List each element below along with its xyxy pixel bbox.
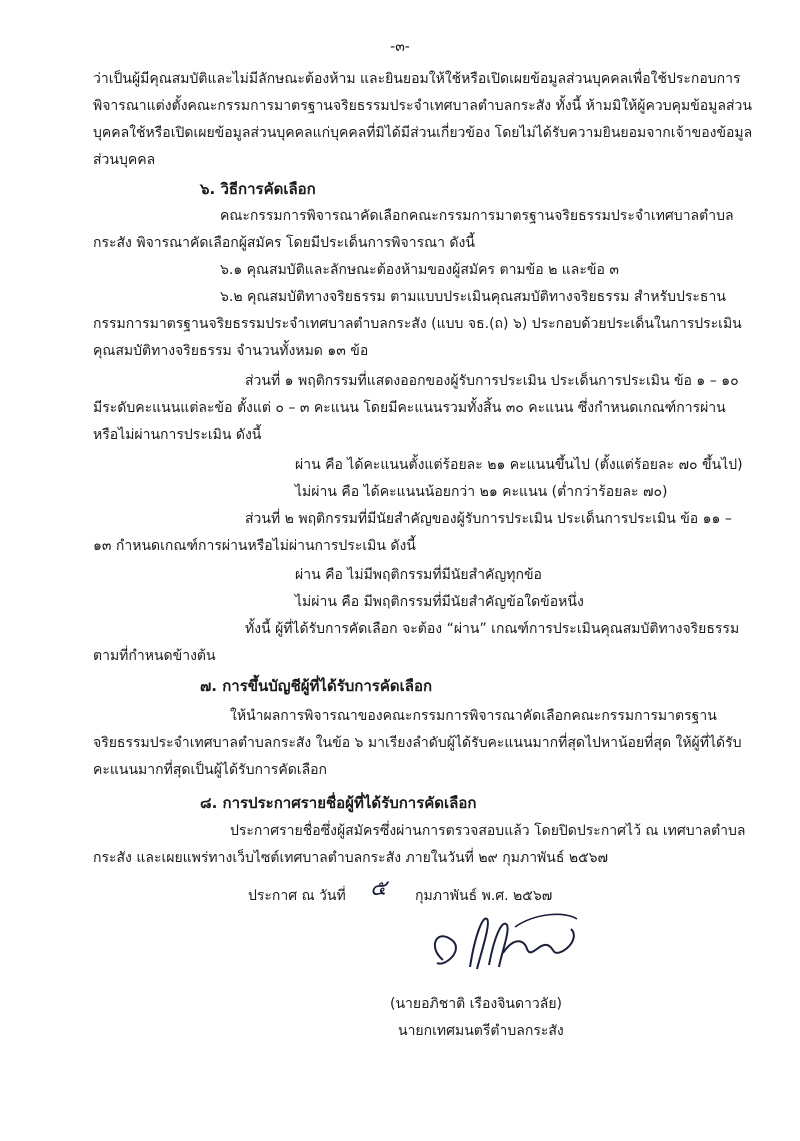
signature-stroke [470,918,488,969]
announcement-day: ๕ [370,876,387,901]
announcement-month-year: กุมภาพันธ์ พ.ศ. ๒๕๖๗ [415,888,553,904]
paragraph-line: ๑๓ กำหนดเกณฑ์การผ่านหรือไม่ผ่านการประเมิน ดังนี้ [93,538,416,554]
section-heading: ๗. การขึ้นบัญชีผู้ที่ได้รับการคัดเลือก [200,677,433,695]
paragraph-line: ส่วนบุคคล [93,152,156,168]
signature-stroke [503,929,574,953]
paragraph-line: ตามที่กำหนดข้างต้น [93,648,216,664]
paragraph-line: คุณสมบัติทางจริยธรรม จำนวนทั้งหมด ๑๓ ข้อ [93,343,369,359]
paragraph-line: ๖.๒ คุณสมบัติทางจริยธรรม ตามแบบประเมินคุณสมบัติทางจริยธรรม สำหรับประธาน [220,289,726,305]
paragraph-line: ให้นำผลการพิจารณาของคณะกรรมการพิจารณาคัดเลือกคณะกรรมการมาตรฐาน [230,708,717,724]
signature-stroke [515,914,577,927]
paragraph-line: ส่วนที่ ๑ พฤติกรรมที่แสดงออกของผู้รับการประเมิน ประเด็นการประเมิน ข้อ ๑ – ๑๐ [245,373,739,389]
paragraph-line: มีระดับคะแนนแต่ละข้อ ตั้งแต่ ๐ – ๓ คะแนน โดยมีคะแนนรวมทั้งสิ้น ๓๐ คะแนน ซึ่งกำหนดเกณฑ์การผ่าน [93,400,726,416]
signatory-name: (นายอภิชาติ เรืองจินดาวลัย) [390,996,563,1012]
paragraph-line: ส่วนที่ ๒ พฤติกรรมที่มีนัยสำคัญของผู้รับการประเมิน ประเด็นการประเมิน ข้อ ๑๑ – [245,511,732,527]
paragraph-line: คะแนนมากที่สุดเป็นผู้ได้รับการคัดเลือก [93,762,328,778]
signature-stroke [489,924,508,967]
paragraph-line: พิจารณาแต่งตั้งคณะกรรมการมาตรฐานจริยธรรมประจำเทศบาลตำบลกระสัง ทั้งนี้ ห้ามมิให้ผู้ควบคุมข้อมูลส่วน [93,98,752,114]
paragraph-line: กรรมการมาตรฐานจริยธรรมประจำเทศบาลตำบลกระสัง (แบบ จธ.(ถ) ๖) ประกอบด้วยประเด็นในการประเมิน [93,316,742,332]
paragraph-line: บุคคลใช้หรือเปิดเผยข้อมูลส่วนบุคคลแก่บุคคลที่มิได้มีส่วนเกี่ยวข้อง โดยไม่ได้รับความยินยอมจากเจ้าของข้อมูล [93,125,753,141]
item-6-1: ๖.๑ คุณสมบัติและลักษณะต้องห้ามของผู้สมัคร ตามข้อ ๒ และข้อ ๓ [220,262,619,278]
section-heading: ๖. วิธีการคัดเลือก [200,180,316,198]
section-heading: ๘. การประกาศรายชื่อผู้ที่ได้รับการคัดเลือก [200,794,477,812]
paragraph-line: กระสัง และเผยแพร่ทางเว็บไซต์เทศบาลตำบลกระสัง ภายในวันที่ ๒๙ กุมภาพันธ์ ๒๕๖๗ [93,850,609,866]
signature-stroke [435,936,456,963]
signatory-position: นายกเทศมนตรีตำบลกระสัง [398,1023,564,1039]
page-number: -๓- [390,39,410,55]
paragraph-line: คณะกรรมการพิจารณาคัดเลือกคณะกรรมการมาตรฐานจริยธรรมประจำเทศบาลตำบล [220,208,734,224]
signature [415,905,585,985]
criteria-pass: ผ่าน คือ ได้คะแนนตั้งแต่ร้อยละ ๒๑ คะแนนขึ้นไป (ตั้งแต่ร้อยละ ๗๐ ขึ้นไป) [295,457,743,473]
paragraph-line: จริยธรรมประจำเทศบาลตำบลกระสัง ในข้อ ๖ มาเรียงลำดับผู้ได้รับคะแนนมากที่สุดไปหาน้อยที่สุด ให้ผู้ที่ได้รับ [93,735,742,751]
paragraph-line: หรือไม่ผ่านการประเมิน ดังนี้ [93,427,262,443]
paragraph-line: ทั้งนี้ ผู้ที่ได้รับการคัดเลือก จะต้อง “ผ่าน” เกณฑ์การประเมินคุณสมบัติทางจริยธรรม [245,621,740,637]
criteria-pass: ผ่าน คือ ไม่มีพฤติกรรมที่มีนัยสำคัญทุกข้อ [295,567,542,583]
announcement-prefix: ประกาศ ณ วันที่ [248,888,346,904]
paragraph-line: ว่าเป็นผู้มีคุณสมบัติและไม่มีลักษณะต้องห้าม และยินยอมให้ใช้หรือเปิดเผยข้อมูลส่วนบุคคลเพื่อใช้ประกอบการ [93,71,741,87]
criteria-fail: ไม่ผ่าน คือ มีพฤติกรรมที่มีนัยสำคัญข้อใดข้อหนึ่ง [295,594,584,610]
paragraph-line: กระสัง พิจารณาคัดเลือกผู้สมัคร โดยมีประเด็นการพิจารณา ดังนี้ [93,235,475,251]
criteria-fail: ไม่ผ่าน คือ ได้คะแนนน้อยกว่า ๒๑ คะแนน (ต่ำกว่าร้อยละ ๗๐) [295,484,668,500]
paragraph-line: ประกาศรายชื่อซึ่งผู้สมัครซึ่งผ่านการตรวจสอบแล้ว โดยปิดประกาศไว้ ณ เทศบาลตำบล [230,823,746,839]
